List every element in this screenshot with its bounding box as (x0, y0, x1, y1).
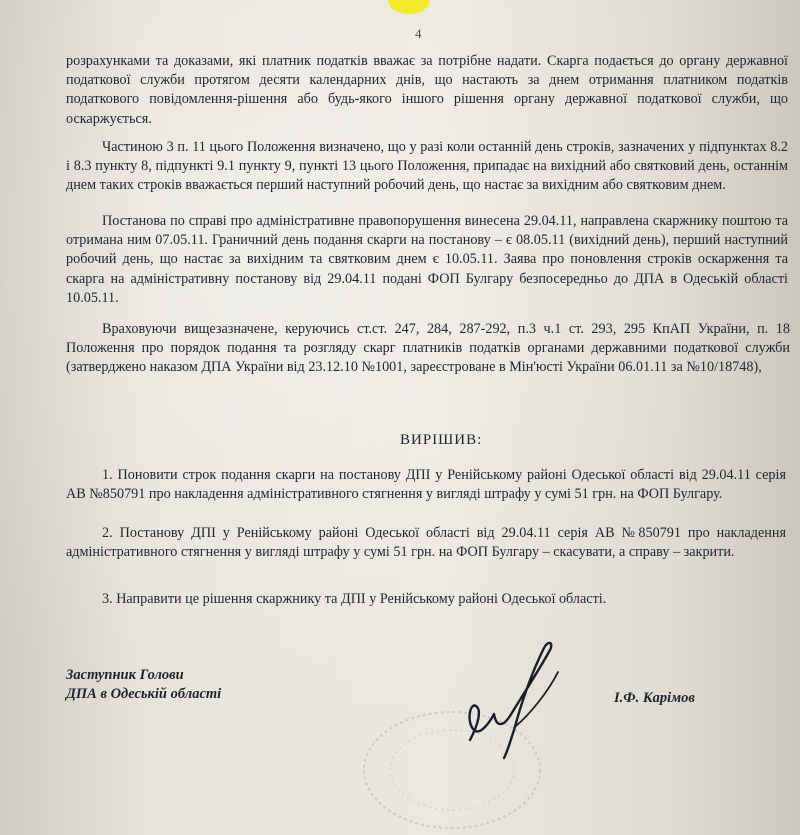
signer-position (66, 666, 221, 704)
paragraph-4: Враховуючи вищезазначене, керуючись ст.ст. 247, 284, 287-292, п.3 ч.1 ст. 293, 295 КпАП України, п. 18 Положення про порядок подання та розгляду скарг платників податків органами державними податкової служби (затверджено наказом ДПА України від 23.12.10 №1001, зареєстроване в Мін'юсті України 06.01.11 за №10/18748), (66, 321, 790, 376)
decision-item-2: 2. Постанову ДПІ у Ренійському районі Одеської області від 29.04.11 серія АВ №850791 про накладення адміністративного стягнення у вигляді штрафу у сумі 51 грн. на ФОП Булгару – скасувати, а справу – закрити. (66, 525, 786, 561)
yellow-sticker (388, 0, 430, 14)
paragraph-3: Постанова по справі про адміністративне правопорушення винесена 29.04.11, направлена скаржнику поштою та отримана ним 07.05.11. Граничний день подання скарги на постанову – є 08.05.11 (вихідний день), перший наступний робочий день, що настає за вихідним та святковим днем є 10.05.11. Заява про поновлення строків оскарження та скарга на адміністративну постанову від 29.04.11 подані ФОП Булгару безпосередньо до ДПА в Одеській області 10.05.11. (66, 213, 788, 306)
signer-position-line-1: Заступник Голови (66, 667, 184, 683)
handwritten-signature-icon (430, 630, 610, 780)
paragraph-1: розрахунками та доказами, які платник податків вважає за потрібне надати. Скарга подається до органу державної податкової служби протягом десяти календарних днів, що настають за днем отримання платником податків податкового повідомлення-рішення або будь-якого іншого рішення органу державної податкової служби, що оскаржується. (66, 53, 788, 127)
page-number: 4 (415, 26, 422, 41)
decision-heading: ВИРІШИВ: (400, 432, 483, 448)
decision-item-1: 1. Поновити строк подання скарги на постанову ДПІ у Ренійському районі Одеської області від 29.04.11 серія АВ №850791 про накладення адміністративного стягнення у вигляді штрафу у сумі 51 грн. на ФОП Булгару. (66, 467, 786, 503)
paragraph-2: Частиною 3 п. 11 цього Положення визначено, що у разі коли останній день строків, зазначених у підпунктах 8.2 і 8.3 пункту 8, підпункті 9.1 пункту 9, пункті 13 цього Положення, припадає на вихідний або святковий день, останнім днем таких строків вважається перший наступний робочий день, що настає за вихідним або святковим днем. (66, 139, 788, 194)
signer-position-line-2: ДПА в Одеській області (66, 686, 222, 702)
decision-item-3: 3. Направити це рішення скаржнику та ДПІ у Ренійському районі Одеської області. (102, 591, 607, 607)
signer-name: І.Ф. Карімов (614, 690, 695, 706)
